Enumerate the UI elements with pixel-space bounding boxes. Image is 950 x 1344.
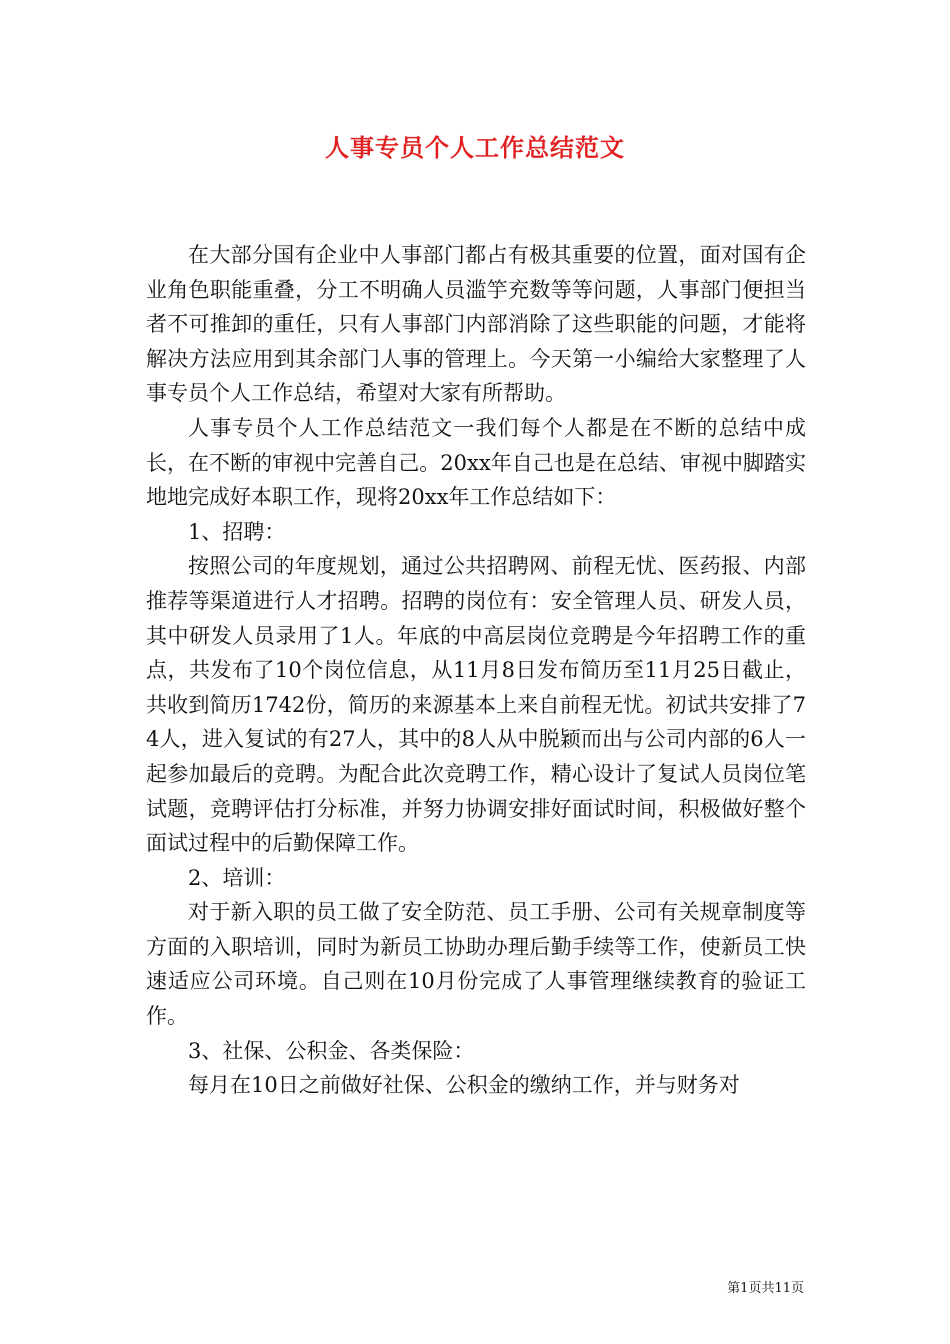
document-title: 人事专员个人工作总结范文 [325, 133, 625, 162]
intro-paragraph: 在大部分国有企业中人事部门都占有极其重要的位置，面对国有企业角色职能重叠，分工不明确人员滥竽充数等等问题，人事部门便担当者不可推卸的重任，只有人事部门内部消除了这些职能的问题，才能将解决方法应用到其余部门人事的管理上。今天第一小编给大家整理了人事专员个人工作总结，希望对大家有所帮助。 [146, 243, 806, 406]
section-heading-recruitment: 1、招聘： [188, 519, 286, 544]
page-number-footer: 第1页共11页 [727, 1281, 804, 1296]
section-text-insurance: 每月在10日之前做好社保、公积金的缴纳工作，并与财务对 [188, 1073, 740, 1098]
section-heading-insurance: 3、社保、公积金、各类保险： [188, 1038, 475, 1063]
summary-paragraph: 人事专员个人工作总结范文一我们每个人都是在不断的总结中成长，在不断的审视中完善自己。20xx年自己也是在总结、审视中脚踏实地地完成好本职工作，现将20xx年工作总结如下： [146, 415, 806, 510]
section-text-recruitment: 按照公司的年度规划，通过公共招聘网、前程无忧、医药报、内部推荐等渠道进行人才招聘。招聘的岗位有：安全管理人员、研发人员，其中研发人员录用了1人。年底的中高层岗位竞聘是今年招聘工作的重点，共发布了10个岗位信息，从11月8日发布简历至11月25日截止，共收到简历1742份，简历的来源基本上来自前程无忧。初试共安排了74人，进入复试的有27人，其中的8人从中脱颖而出与公司内部的6人一起参加最后的竞聘。为配合此次竞聘工作，精心设计了复试人员岗位笔试题，竞聘评估打分标准，并努力协调安排好面试时间，积极做好整个面试过程中的后勤保障工作。 [146, 554, 806, 856]
section-heading-training: 2、培训： [188, 865, 286, 890]
section-text-training: 对于新入职的员工做了安全防范、员工手册、公司有关规章制度等方面的入职培训，同时为新员工协助办理后勤手续等工作，使新员工快速适应公司环境。自己则在10月份完成了人事管理继续教育的验证工作。 [146, 900, 806, 1029]
document-body [146, 238, 806, 1103]
